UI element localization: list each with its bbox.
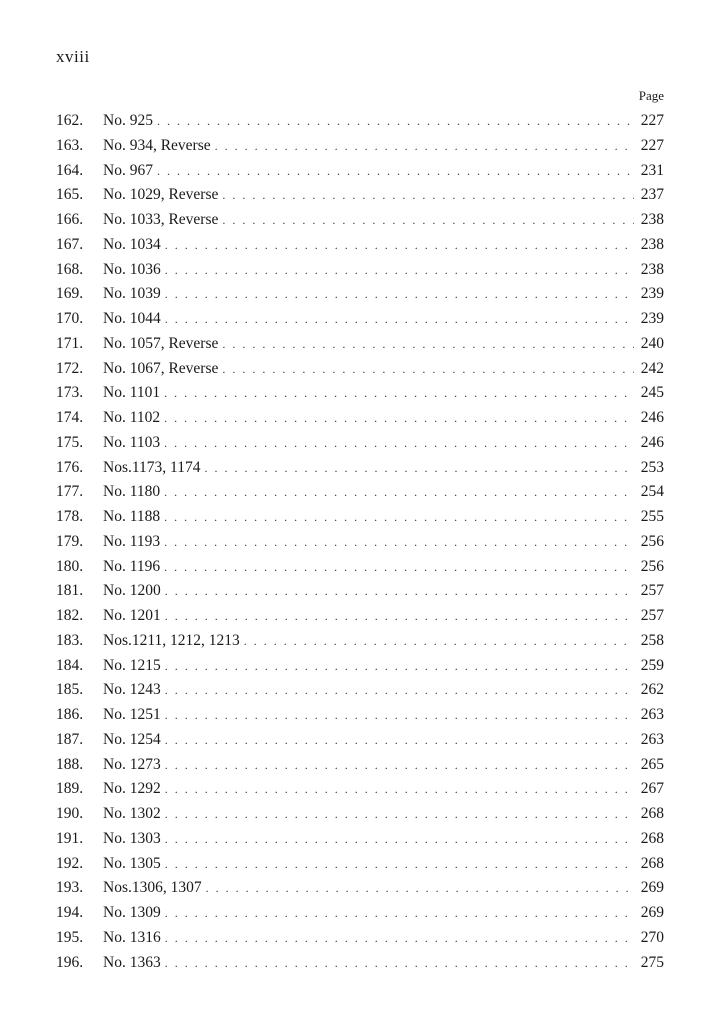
contents-entry xyxy=(56,505,664,530)
entry-page-number: 256 xyxy=(640,557,664,575)
entry-title: No. 967 xyxy=(103,161,153,179)
dot-leader xyxy=(157,159,634,184)
entry-page-number: 263 xyxy=(640,730,664,748)
dot-leader xyxy=(165,678,634,703)
entry-title: No. 1101 xyxy=(103,384,161,402)
page-column-header: Page xyxy=(638,88,664,103)
entry-title: No. 1200 xyxy=(103,582,161,600)
dot-leader xyxy=(164,431,634,456)
contents-entry xyxy=(56,208,664,233)
dot-leader xyxy=(165,753,634,778)
entry-title: No. 1215 xyxy=(103,656,161,674)
entry-page-number: 231 xyxy=(640,161,664,179)
entry-title: No. 1102 xyxy=(103,409,161,426)
entry-page-number: 270 xyxy=(640,928,664,946)
entry-number: 162. xyxy=(56,112,84,129)
entry-number: 188. xyxy=(56,755,84,773)
entry-page-number: 254 xyxy=(640,483,664,501)
contents-entry xyxy=(56,777,664,802)
entry-page-number: 255 xyxy=(640,508,664,525)
contents-entry xyxy=(56,381,664,406)
entry-page-number: 246 xyxy=(640,433,664,451)
entry-title: No. 1057, Reverse xyxy=(103,334,219,352)
entry-number: 196. xyxy=(56,953,84,971)
contents-entry xyxy=(56,555,664,580)
dot-leader xyxy=(165,827,634,852)
entry-page-number: 268 xyxy=(640,829,664,847)
dot-leader xyxy=(165,604,634,629)
entry-number: 172. xyxy=(56,359,84,377)
entry-page-number: 239 xyxy=(640,310,664,327)
dot-leader xyxy=(164,480,634,505)
entry-title: No. 1036 xyxy=(103,260,161,278)
dot-leader xyxy=(164,381,634,406)
dot-leader xyxy=(244,629,634,654)
entry-page-number: 238 xyxy=(640,260,664,278)
entry-title: No. 1254 xyxy=(103,730,161,748)
entry-title: No. 1303 xyxy=(103,829,161,847)
entry-title: No. 1316 xyxy=(103,928,161,946)
dot-leader xyxy=(165,777,634,802)
entry-page-number: 268 xyxy=(640,805,664,822)
entry-number: 165. xyxy=(56,186,84,204)
entry-number: 169. xyxy=(56,285,84,303)
entry-number: 170. xyxy=(56,310,84,327)
contents-entry xyxy=(56,183,664,208)
entry-page-number: 253 xyxy=(640,458,664,476)
entry-title: No. 1193 xyxy=(103,532,161,550)
entry-page-number: 269 xyxy=(640,879,664,897)
contents-entry xyxy=(56,678,664,703)
entry-title: No. 1309 xyxy=(103,904,161,921)
contents-entry xyxy=(56,951,664,976)
entry-title: No. 1067, Reverse xyxy=(103,359,219,377)
entry-title: Nos.1306, 1307 xyxy=(103,879,202,897)
dot-leader xyxy=(222,357,634,382)
entry-number: 178. xyxy=(56,508,84,525)
entry-page-number: 240 xyxy=(640,334,664,352)
entry-page-number: 268 xyxy=(640,854,664,872)
dot-leader xyxy=(165,703,634,728)
dot-leader xyxy=(165,579,634,604)
contents-entry xyxy=(56,703,664,728)
dot-leader xyxy=(206,876,634,901)
entry-page-number: 267 xyxy=(640,780,664,798)
contents-entry xyxy=(56,654,664,679)
entry-number: 176. xyxy=(56,458,84,476)
entry-number: 182. xyxy=(56,607,84,624)
entry-page-number: 259 xyxy=(640,656,664,674)
entry-number: 187. xyxy=(56,730,84,748)
entry-page-number: 245 xyxy=(640,384,664,402)
dot-leader xyxy=(165,654,634,679)
dot-leader xyxy=(165,282,634,307)
contents-entry xyxy=(56,431,664,456)
entry-page-number: 256 xyxy=(640,532,664,550)
contents-entry xyxy=(56,728,664,753)
entry-number: 192. xyxy=(56,854,84,872)
entry-page-number: 242 xyxy=(640,359,664,377)
contents-entry xyxy=(56,926,664,951)
contents-entry xyxy=(56,876,664,901)
entry-title: No. 1201 xyxy=(103,607,161,624)
dot-leader xyxy=(165,802,634,827)
entry-number: 186. xyxy=(56,706,84,723)
contents-list xyxy=(56,109,664,975)
entry-number: 184. xyxy=(56,656,84,674)
entry-page-number: 237 xyxy=(640,186,664,204)
dot-leader xyxy=(165,233,634,258)
contents-entry xyxy=(56,282,664,307)
entry-page-number: 258 xyxy=(640,631,664,649)
entry-number: 167. xyxy=(56,235,84,253)
contents-entry xyxy=(56,480,664,505)
contents-entry xyxy=(56,159,664,184)
entry-page-number: 257 xyxy=(640,582,664,600)
contents-entry xyxy=(56,357,664,382)
contents-entry xyxy=(56,852,664,877)
contents-entry xyxy=(56,456,664,481)
entry-title: No. 1039 xyxy=(103,285,161,303)
entry-number: 163. xyxy=(56,136,84,154)
dot-leader xyxy=(165,901,634,926)
entry-number: 195. xyxy=(56,928,84,946)
dot-leader xyxy=(165,307,634,332)
contents-entry xyxy=(56,579,664,604)
dot-leader xyxy=(165,728,634,753)
entry-page-number: 263 xyxy=(640,706,664,723)
entry-title: No. 1029, Reverse xyxy=(103,186,219,204)
entry-number: 177. xyxy=(56,483,84,501)
entry-title: No. 925 xyxy=(103,112,153,129)
entry-number: 173. xyxy=(56,384,84,402)
entry-number: 174. xyxy=(56,409,84,426)
contents-entry xyxy=(56,109,664,134)
contents-entry xyxy=(56,530,664,555)
contents-entry xyxy=(56,629,664,654)
dot-leader xyxy=(165,951,634,976)
dot-leader xyxy=(164,530,634,555)
entry-page-number: 246 xyxy=(640,409,664,426)
entry-title: No. 1103 xyxy=(103,433,161,451)
entry-title: No. 1251 xyxy=(103,706,161,723)
dot-leader xyxy=(222,332,634,357)
entry-title: No. 1033, Reverse xyxy=(103,211,219,228)
entry-number: 180. xyxy=(56,557,84,575)
entry-title: No. 1034 xyxy=(103,235,161,253)
entry-number: 168. xyxy=(56,260,84,278)
entry-number: 171. xyxy=(56,334,84,352)
entry-number: 166. xyxy=(56,211,84,228)
entry-title: No. 1243 xyxy=(103,681,161,699)
entry-title: No. 934, Reverse xyxy=(103,136,211,154)
entry-title: No. 1180 xyxy=(103,483,161,501)
entry-page-number: 227 xyxy=(640,112,664,129)
dot-leader xyxy=(222,183,634,208)
contents-entry xyxy=(56,604,664,629)
entry-number: 189. xyxy=(56,780,84,798)
entry-number: 175. xyxy=(56,433,84,451)
page-number: xviii xyxy=(56,47,90,66)
contents-entry xyxy=(56,307,664,332)
entry-page-number: 257 xyxy=(640,607,664,624)
entry-title: No. 1196 xyxy=(103,557,161,575)
entry-number: 183. xyxy=(56,631,84,649)
dot-leader xyxy=(222,208,634,233)
entry-number: 179. xyxy=(56,532,84,550)
entry-title: No. 1363 xyxy=(103,953,161,971)
entry-page-number: 265 xyxy=(640,755,664,773)
dot-leader xyxy=(157,109,634,134)
entry-number: 164. xyxy=(56,161,84,179)
contents-entry xyxy=(56,332,664,357)
entry-title: No. 1302 xyxy=(103,805,161,822)
contents-entry xyxy=(56,802,664,827)
entry-title: No. 1044 xyxy=(103,310,161,327)
contents-entry xyxy=(56,753,664,778)
contents-entry xyxy=(56,258,664,283)
entry-title: Nos.1173, 1174 xyxy=(103,458,201,476)
dot-leader xyxy=(165,258,634,283)
entry-title: No. 1305 xyxy=(103,854,161,872)
entry-number: 181. xyxy=(56,582,84,600)
entry-page-number: 227 xyxy=(640,136,664,154)
dot-leader xyxy=(164,505,634,530)
entry-number: 194. xyxy=(56,904,84,921)
dot-leader xyxy=(165,926,634,951)
dot-leader xyxy=(165,852,634,877)
entry-title: No. 1188 xyxy=(103,508,161,525)
entry-page-number: 239 xyxy=(640,285,664,303)
entry-title: No. 1292 xyxy=(103,780,161,798)
entry-title: Nos.1211, 1212, 1213 xyxy=(103,631,240,649)
dot-leader xyxy=(215,134,634,159)
contents-entry xyxy=(56,233,664,258)
entry-number: 190. xyxy=(56,805,84,822)
dot-leader xyxy=(164,555,634,580)
entry-number: 191. xyxy=(56,829,84,847)
entry-number: 185. xyxy=(56,681,84,699)
entry-page-number: 269 xyxy=(640,904,664,921)
contents-entry xyxy=(56,406,664,431)
contents-entry xyxy=(56,827,664,852)
entry-page-number: 238 xyxy=(640,235,664,253)
entry-title: No. 1273 xyxy=(103,755,161,773)
entry-page-number: 238 xyxy=(640,211,664,228)
entry-number: 193. xyxy=(56,879,84,897)
dot-leader xyxy=(204,456,634,481)
contents-entry xyxy=(56,901,664,926)
dot-leader xyxy=(164,406,634,431)
entry-page-number: 275 xyxy=(640,953,664,971)
contents-entry xyxy=(56,134,664,159)
entry-page-number: 262 xyxy=(640,681,664,699)
